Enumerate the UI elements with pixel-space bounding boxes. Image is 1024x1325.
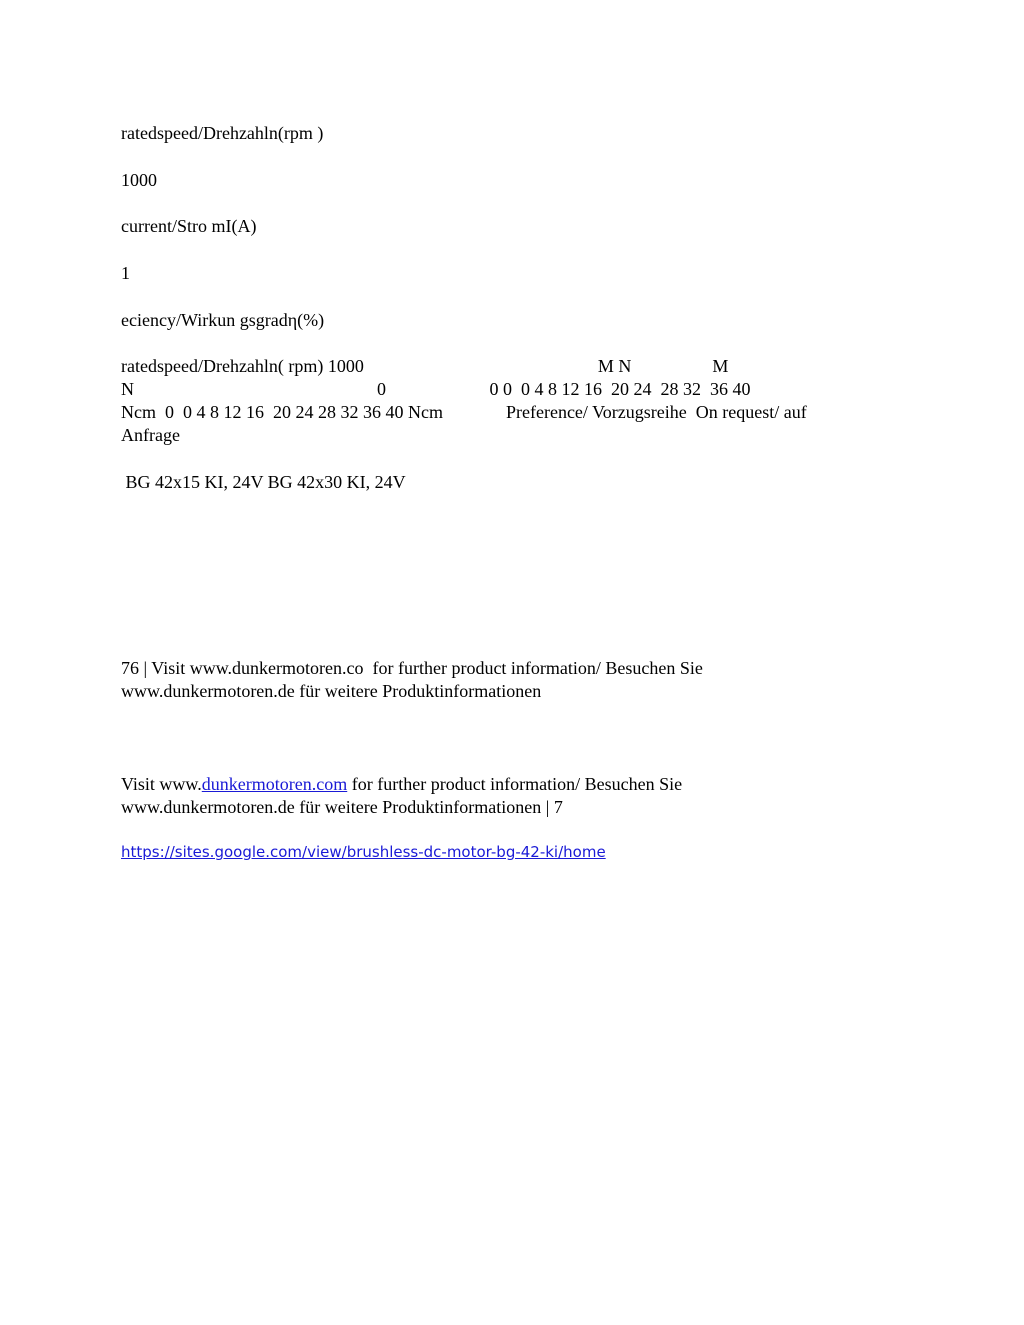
axes-line-1: ratedspeed/Drehzahln( rpm) 1000 M N M bbox=[121, 356, 729, 376]
footer-right-line-1 bbox=[121, 773, 682, 796]
axes-line-2: N 0 0 0 0 4 8 12 16 20 24 28 32 36 40 bbox=[121, 379, 751, 399]
footer-right-prefix: Visit www. bbox=[121, 774, 202, 794]
models-line: BG 42x15 KI, 24V BG 42x30 KI, 24V bbox=[121, 472, 406, 492]
current-label: current/Stro mI(A) bbox=[121, 216, 257, 236]
footer-left-line-1: 76 | Visit www.dunkermotoren.co for further product information/ Besuchen Sie bbox=[121, 658, 703, 678]
source-url-link[interactable]: https://sites.google.com/view/brushless-dc-motor-bg-42-ki/home bbox=[121, 843, 606, 861]
footer-right-line-2: www.dunkermotoren.de für weitere Produktinformationen | 7 bbox=[121, 797, 563, 817]
footer-left-line-2: www.dunkermotoren.de für weitere Produktinformationen bbox=[121, 681, 542, 701]
axes-line-4: Anfrage bbox=[121, 425, 180, 445]
axes-line-3: Ncm 0 0 4 8 12 16 20 24 28 32 36 40 Ncm Preference/ Vorzugsreihe On request/ auf bbox=[121, 402, 807, 422]
rated-speed-label: ratedspeed/Drehzahln(rpm ) bbox=[121, 123, 324, 143]
current-value: 1 bbox=[121, 263, 130, 283]
footer-right-suffix: for further product information/ Besuchen Sie bbox=[347, 774, 683, 794]
speed-value: 1000 bbox=[121, 170, 157, 190]
efficiency-label: eciency/Wirkun gsgradη(%) bbox=[121, 310, 325, 330]
dunkermotoren-link[interactable]: dunkermotoren.com bbox=[201, 774, 348, 794]
